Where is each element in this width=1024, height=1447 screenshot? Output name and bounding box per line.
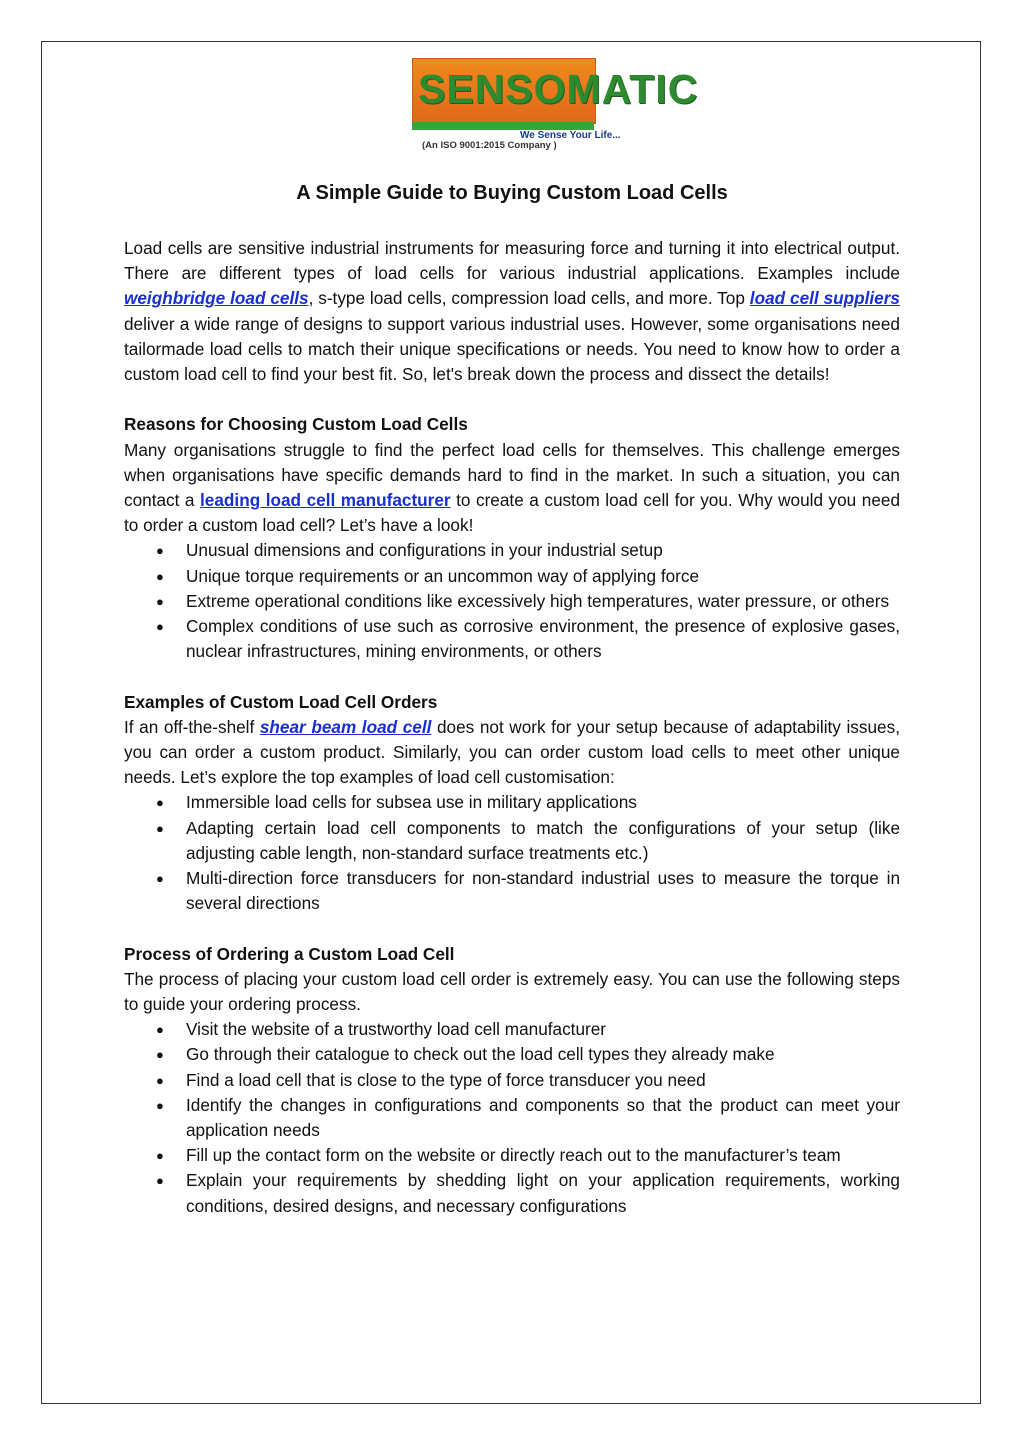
bullet-icon: ● bbox=[156, 1148, 164, 1164]
examples-text-1: If an off-the-shelf bbox=[124, 716, 260, 737]
bullet-icon: ● bbox=[156, 593, 164, 609]
examples-text-2: does not work for your setup because of adaptability issues, you can order a custom product. Similarly, you can order custom load cells to meet other unique needs. Let’s explore the top examples of load cell customisation: bbox=[124, 716, 900, 788]
list-item bbox=[124, 790, 900, 815]
spacer bbox=[124, 664, 900, 689]
list-item-text: Go through their catalogue to check out the load cell types they already make bbox=[186, 1044, 775, 1065]
reasons-text-2: to create a custom load cell for you. Why would you need to order a custom load cell? Let’s have a look! bbox=[124, 490, 900, 536]
list-item bbox=[124, 1168, 900, 1218]
section-heading-reasons: Reasons for Choosing Custom Load Cells bbox=[124, 414, 468, 435]
list-item bbox=[124, 816, 900, 866]
intro-paragraph bbox=[124, 236, 900, 387]
list-item bbox=[124, 1068, 900, 1093]
document-body bbox=[124, 236, 900, 1219]
list-item bbox=[124, 1093, 900, 1143]
list-item-text: Extreme operational conditions like excessively high temperatures, water pressure, or others bbox=[186, 590, 890, 611]
section-paragraph-reasons bbox=[124, 438, 900, 539]
list-item-text: Complex conditions of use such as corrosive environment, the presence of explosive gases, nuclear infrastructures, mining environments, or others bbox=[186, 616, 900, 662]
intro-text-3: deliver a wide range of designs to support various industrial uses. However, some organisations need tailormade load cells to match their unique specifications or needs. You need to know how to order a custom load cell to find your best fit. So, let's break down the process and dissect the details! bbox=[124, 313, 900, 385]
list-item-text: Multi-direction force transducers for non-standard industrial uses to measure the torque in several directions bbox=[186, 868, 900, 914]
section-heading-examples: Examples of Custom Load Cell Orders bbox=[124, 691, 438, 712]
list-item-text: Identify the changes in configurations and components so that the product can meet your application needs bbox=[186, 1094, 900, 1141]
bullet-icon: ● bbox=[156, 1047, 164, 1063]
bullet-icon: ● bbox=[156, 543, 164, 559]
reasons-list bbox=[124, 538, 900, 664]
list-item-text: Adapting certain load cell components to match the configurations of your setup (like adjusting cable length, non-standard surface treatments etc.) bbox=[186, 817, 900, 863]
list-item-text: Find a load cell that is close to the type of force transducer you need bbox=[186, 1069, 706, 1090]
list-item-text: Fill up the contact form on the website or directly reach out to the manufacturer’s team bbox=[186, 1145, 841, 1166]
list-item-text: Immersible load cells for subsea use in military applications bbox=[186, 792, 637, 813]
bullet-icon: ● bbox=[156, 619, 164, 635]
bullet-icon: ● bbox=[156, 1173, 164, 1189]
logo-iso-note: (An ISO 9001:2015 Company ) bbox=[422, 140, 557, 151]
list-item bbox=[124, 866, 900, 916]
document-title: A Simple Guide to Buying Custom Load Cells bbox=[296, 182, 728, 204]
section-paragraph-process bbox=[124, 967, 900, 1017]
list-item bbox=[124, 614, 900, 664]
list-item bbox=[124, 1042, 900, 1067]
logo-tagline: We Sense Your Life... bbox=[520, 130, 621, 141]
list-item bbox=[124, 538, 900, 563]
list-item bbox=[124, 564, 900, 589]
shear-beam-load-cell-link[interactable]: shear beam load cell bbox=[259, 716, 432, 737]
list-item-text: Unusual dimensions and configurations in your industrial setup bbox=[186, 540, 663, 561]
intro-text-2: , s-type load cells, compression load cells, and more. Top bbox=[308, 288, 750, 309]
list-item bbox=[124, 1017, 900, 1042]
bullet-icon: ● bbox=[156, 568, 164, 584]
spacer bbox=[124, 916, 900, 941]
process-text-1: The process of placing your custom load cell order is extremely easy. You can use the following steps to guide your ordering process. bbox=[124, 968, 900, 1015]
logo-brand-text: SENSOMATIC bbox=[418, 66, 699, 112]
bullet-icon: ● bbox=[156, 1072, 164, 1088]
spacer bbox=[124, 387, 900, 412]
process-list bbox=[124, 1017, 900, 1219]
bullet-icon: ● bbox=[156, 820, 164, 836]
list-item-text: Visit the website of a trustworthy load cell manufacturer bbox=[186, 1019, 607, 1040]
logo-stripe bbox=[412, 122, 594, 130]
leading-load-cell-manufacturer-link[interactable]: leading load cell manufacturer bbox=[200, 490, 451, 511]
list-item-text: Explain your requirements by shedding light on your application requirements, working conditions, desired designs, and necessary configurations bbox=[186, 1170, 900, 1216]
section-heading-process: Process of Ordering a Custom Load Cell bbox=[124, 943, 455, 964]
intro-text-1: Load cells are sensitive industrial instruments for measuring force and turning it into electrical output. There are different types of load cells for various industrial applications. Examples include bbox=[124, 238, 900, 284]
bullet-icon: ● bbox=[156, 1022, 164, 1038]
company-logo bbox=[412, 58, 699, 154]
examples-list bbox=[124, 790, 900, 916]
section-paragraph-examples bbox=[124, 715, 900, 791]
list-item bbox=[124, 1143, 900, 1168]
bullet-icon: ● bbox=[156, 871, 164, 887]
bullet-icon: ● bbox=[156, 795, 164, 811]
list-item-text: Unique torque requirements or an uncommon way of applying force bbox=[186, 565, 700, 586]
list-item bbox=[124, 589, 900, 614]
load-cell-suppliers-link[interactable]: load cell suppliers bbox=[749, 288, 900, 309]
weighbridge-load-cells-link[interactable]: weighbridge load cells bbox=[124, 288, 309, 309]
bullet-icon: ● bbox=[156, 1097, 164, 1113]
reasons-text-1: Many organisations struggle to find the perfect load cells for themselves. This challenge emerges when organisations have specific demands hard to find in the market. In such a situation, you can contact a bbox=[124, 439, 900, 511]
